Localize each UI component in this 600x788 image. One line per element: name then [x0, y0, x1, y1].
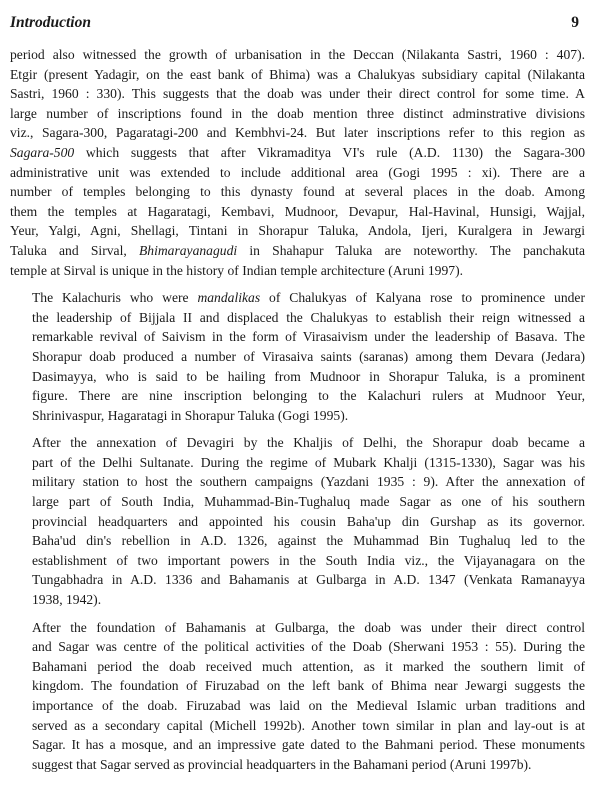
- text-line: viz., Sagara-300, Pagaratagi-200 and Kembhvi-24. But later inscriptions refer to this region as: [10, 125, 585, 141]
- text-line: Tungabhadra in A.D. 1336 and Bahamanis at Gulbarga in A.D. 1347 (Venkata Ramanayya: [32, 572, 585, 588]
- text-line: provincial headquarters and appointed his cousin Baha'up din Gurshap as its governor.: [32, 513, 585, 529]
- paragraph: [10, 618, 585, 775]
- text-line: Baha'ud din's rebellion in A.D. 1326, against the Muhammad Bin Tughaluq led to the: [32, 533, 585, 549]
- text-line: Sagar. It has a mosque, and an impressive gate dated to the Bahmani period. These monuments: [32, 737, 585, 753]
- text-line: served as a secondary capital (Michell 1992b). Another town similar in plan and lay-out is at: [32, 717, 585, 733]
- text-line: and Sagar was centre of the political activities of the Doab (Sherwani 1953 : 55). During the: [32, 639, 585, 655]
- text-line: Sastri, 1960 : 330). This suggests that the doab was under their direct control for some time. A: [10, 86, 585, 102]
- text-line: the leadership of Bijjala II and displaced the Chalukyas to establish their reign witnessed a: [32, 309, 585, 325]
- text-line: importance of the doab. Firuzabad was laid on the Medieval Islamic urban traditions and: [32, 698, 585, 713]
- text-line: remarkable revival of Saivism in the form of Virasaivism under the leadership of Basava. The: [32, 329, 585, 345]
- text-line: After the foundation of Bahamanis at Gulbarga, the doab was under their direct control: [32, 619, 585, 635]
- page-header: [10, 14, 585, 36]
- body-text: [10, 45, 585, 774]
- text-line: figure. There are nine inscription belonging to the Kalachuri rulers at Mudnoor Yeur,: [32, 388, 585, 404]
- text-line: Etgir (present Yadagir, on the east bank of Bhima) was a Chalukyas subsidiary capital (Nilakanta: [10, 66, 585, 82]
- text-line: Taluka and Sirval, Bhimarayanagudi in Shahapur Taluka are noteworthy. The panchakuta: [10, 242, 585, 258]
- text-line: large part of South India, Muhammad-Bin-Tughaluq made Sagar as one of his southern: [32, 494, 585, 510]
- text-line: Yeur, Yalgi, Agni, Shellagi, Tintani in Shorapur Taluka, Andola, Ijeri, Kuralgera in Jewargi: [10, 223, 585, 239]
- text-line: Bahamani period the doab received much attention, as it marked the southern limit of: [32, 658, 585, 674]
- paragraph: [10, 433, 585, 609]
- text-line: 1938, 1942).: [32, 592, 102, 608]
- page-number: 9: [571, 14, 579, 31]
- text-line: administrative unit was extended to include additional area (Gogi 1995 : xi). There are a: [10, 164, 585, 180]
- text-line: establishment of two important powers in the South India viz., the Vijayanagara on the: [32, 552, 585, 568]
- text-line: them the temples at Hagaratagi, Kembavi, Mudnoor, Devapur, Hal-Havinal, Hunsigi, Wajjal,: [10, 203, 585, 219]
- text-line: Shrinivaspur, Hagaratagi in Shorapur Taluka (Gogi 1995).: [32, 407, 349, 423]
- text-line: military station to host the southern campaigns (Yazdani 1935 : 9). After the annexation of: [32, 474, 585, 490]
- text-line: The Kalachuris who were mandalikas of Chalukyas of Kalyana rose to prominence under: [32, 290, 585, 306]
- chapter-title: Introduction: [10, 14, 91, 31]
- paragraph: [10, 288, 585, 425]
- text-line: part of the Delhi Sultanate. During the regime of Mubark Khalji (1315-1330), Sagar was his: [32, 454, 585, 470]
- text-line: suggest that Sagar served as provincial headquarters in the Bahamani period (Aruni 1997b).: [32, 756, 532, 772]
- text-line: kingdom. The foundation of Firuzabad on the left bank of Bhima near Jewargi suggests the: [32, 678, 585, 694]
- text-line: large number of inscriptions found in the doab mention three distinct adminstrative divisions: [10, 105, 585, 121]
- text-line: After the annexation of Devagiri by the Khaljis of Delhi, the Shorapur doab became a: [32, 435, 585, 451]
- text-line: Sagara-500 which suggests that after Vikramaditya VI's rule (A.D. 1130) the Sagara-300: [10, 144, 585, 160]
- paragraph: [10, 45, 585, 280]
- text-line: number of temples belonging to this dynasty found at several places in the doab. Among: [10, 184, 585, 200]
- text-line: temple at Sirval is unique in the history of Indian temple architecture (Aruni 1997).: [10, 262, 464, 278]
- text-line: Dasimayya, who is said to be hailing from Mudnoor in Shorapur Taluka, is a prominent: [32, 368, 585, 384]
- text-line: Shorapur doab produced a number of Virasaiva saints (saranas) among them Devara (Jedara): [32, 348, 585, 364]
- text-line: period also witnessed the growth of urbanisation in the Deccan (Nilakanta Sastri, 1960 : 407).: [10, 47, 585, 62]
